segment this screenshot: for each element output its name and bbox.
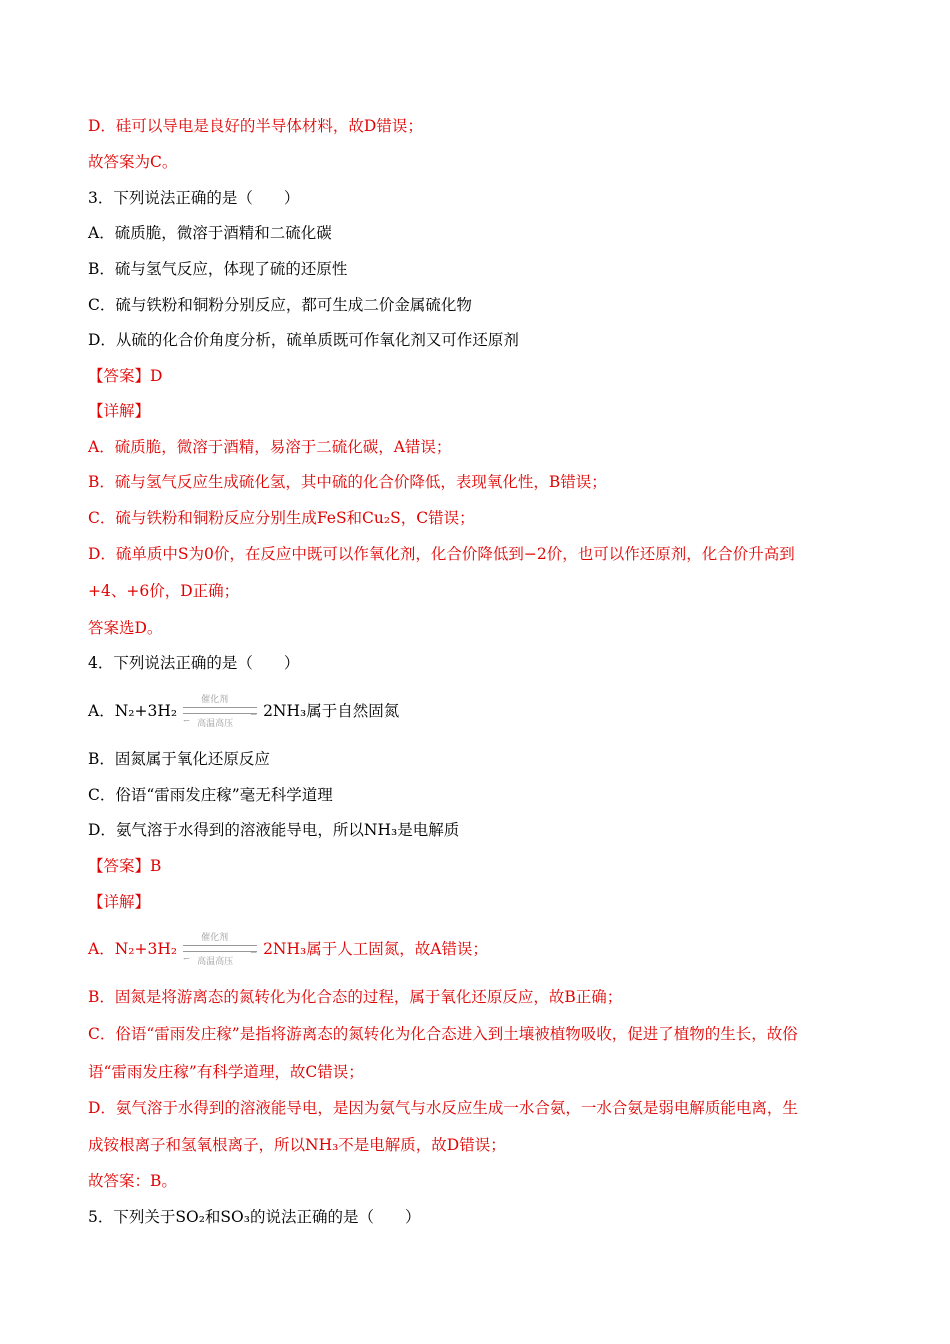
line-1: D．硅可以导电是良好的半导体材料，故D错误； [88,117,423,135]
q3-detail-b: B．硫与氢气反应生成硫化氢，其中硫的化合价降低，表现氧化性，B错误； [88,473,607,491]
q4-detail-d2: 成铵根离子和氢氧根离子，所以NH₃不是电解质，故D错误； [88,1136,506,1154]
line-2: 故答案为C。 [88,153,178,171]
question-3: 3．下列说法正确的是（ ） [88,189,300,207]
q4-answer: 【答案】B [88,857,162,875]
q4-option-a [88,695,400,729]
q3-option-d: D．从硫的化合价角度分析，硫单质既可作氧化剂又可作还原剂 [88,331,519,349]
catalyst-label-2: 催化剂 [201,933,229,943]
q4-detail-c2: 语“雷雨发庄稼”有科学道理，故C错误； [88,1063,364,1081]
question-5: 5．下列关于SO₂和SO₃的说法正确的是（ ） [88,1208,421,1226]
q4-detail-a [88,933,488,967]
q4-option-d: D．氨气溶于水得到的溶液能导电，所以NH₃是电解质 [88,821,460,839]
q3-final: 答案选D。 [88,619,163,637]
q3-option-c: C．硫与铁粉和铜粉分别反应，都可生成二价金属硫化物 [88,296,472,314]
q3-option-b: B．硫与氢气反应，体现了硫的还原性 [88,260,348,278]
q4-final: 故答案：B。 [88,1172,177,1190]
condition-label-2: 高温高压 [197,957,234,967]
q4-detail-d1: D．氨气溶于水得到的溶液能导电，是因为氨气与水反应生成一水合氨，一水合氨是弱电解质能电离，生 [88,1099,798,1117]
q3-detail-c: C．硫与铁粉和铜粉反应分别生成FeS和Cu₂S，C错误； [88,509,475,527]
q4-detail-a-pre: A．N₂+3H₂ [88,940,178,958]
q3-detail-d2: +4、+6价，D正确； [88,582,240,600]
reaction-arrow-icon: 催化剂 ⇀ ↽ 高温高压 [183,701,257,723]
q3-detail-head: 【详解】 [88,402,151,420]
question-4: 4．下列说法正确的是（ ） [88,654,300,672]
q4-option-c: C．俗语“雷雨发庄稼”毫无科学道理 [88,786,333,804]
q4-option-b: B．固氮属于氧化还原反应 [88,750,270,768]
condition-label: 高温高压 [197,719,234,729]
q3-detail-a: A．硫质脆，微溶于酒精，易溶于二硫化碳，A错误； [88,438,452,456]
q4-detail-b: B．固氮是将游离态的氮转化为化合态的过程，属于氧化还原反应，故B正确； [88,988,623,1006]
q3-option-a: A．硫质脆，微溶于酒精和二硫化碳 [88,224,332,242]
q4-detail-c1: C．俗语“雷雨发庄稼”是指将游离态的氮转化为化合态进入到土壤被植物吸收，促进了植物的生长，故俗 [88,1025,798,1043]
q4-detail-head: 【详解】 [88,893,151,911]
reaction-arrow-icon-2: 催化剂 ⇀ ↽ 高温高压 [183,939,257,961]
q4-detail-a-post: 2NH₃属于人工固氮，故A错误； [263,940,488,958]
q3-detail-d1: D．硫单质中S为0价，在反应中既可以作氧化剂，化合价降低到−2价，也可以作还原剂，化合价升高到 [88,545,795,563]
catalyst-label: 催化剂 [201,695,229,705]
q4-option-a-post: 2NH₃属于自然固氮 [263,702,400,720]
q4-option-a-pre: A．N₂+3H₂ [88,702,178,720]
q3-answer: 【答案】D [88,367,163,385]
